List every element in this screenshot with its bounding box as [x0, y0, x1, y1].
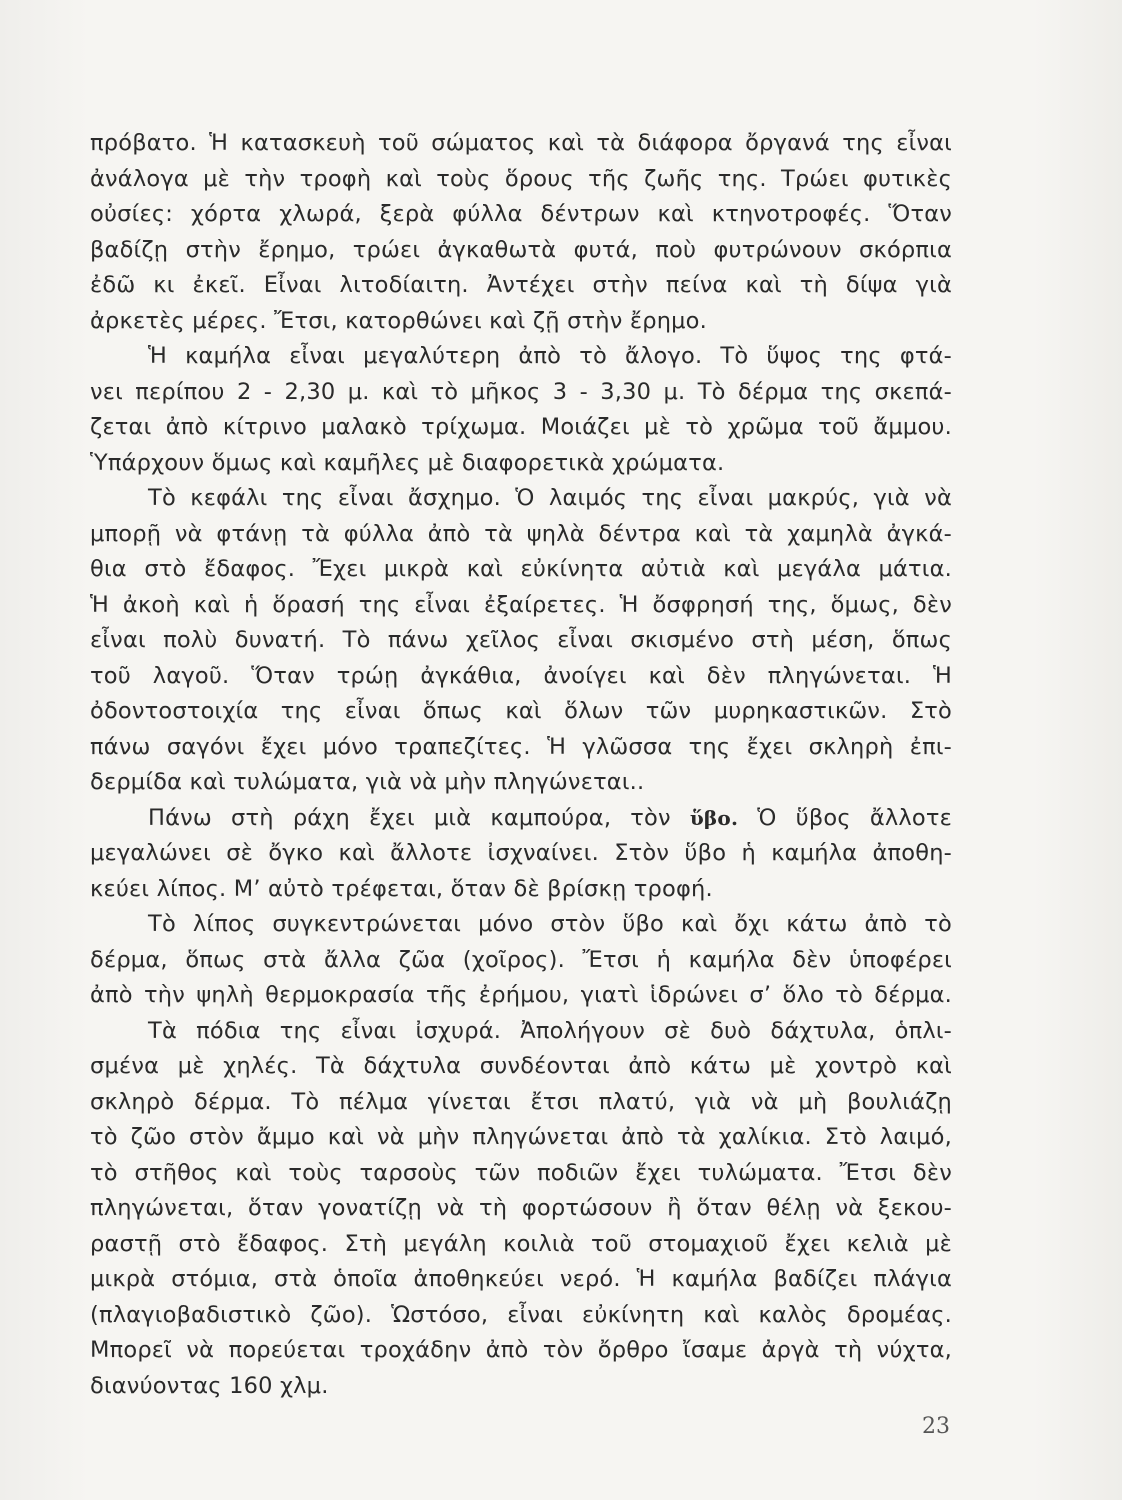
- bold-term: ὕβο.: [689, 805, 739, 830]
- text-line: Μπορεῖ νὰ πορεύεται τροχάδην ἀπὸ τὸν ὄρθρο ἴσαμε ἀργὰ τὴ νύχτα,: [90, 1337, 952, 1363]
- text-line: σκληρὸ δέρμα. Τὸ πέλμα γίνεται ἔτσι πλατύ, γιὰ νὰ μὴ βουλιάζῃ: [90, 1088, 952, 1115]
- text-line: ραστῇ στὸ ἔδαφος. Στὴ μεγάλη κοιλιὰ τοῦ στομαχιοῦ ἔχει κελιὰ μὲ: [90, 1230, 952, 1257]
- text-line: βαδίζῃ στὴν ἔρημο, τρώει ἀγκαθωτὰ φυτά, ποὺ φυτρώνουν σκόρπια: [90, 236, 952, 263]
- text-line: τοῦ λαγοῦ. Ὅταν τρώῃ ἀγκάθια, ἀνοίγει καὶ δὲν πληγώνεται. Ἡ: [90, 662, 952, 689]
- text-line: ἀνάλογα μὲ τὴν τροφὴ καὶ τοὺς ὅρους τῆς ζωῆς της. Τρώει φυτικὲς: [90, 165, 952, 192]
- text-line: μπορῇ νὰ φτάνῃ τὰ φύλλα ἀπὸ τὰ ψηλὰ δέντρα καὶ τὰ χαμηλὰ ἀγκά-: [90, 520, 952, 547]
- text-line: ἀπὸ τὴν ψηλὴ θερμοκρασία τῆς ἐρήμου, γιατὶ ἱδρώνει σ’ ὅλο τὸ δέρμα.: [90, 982, 952, 1008]
- text-line: ἀρκετὲς μέρες. Ἔτσι, κατορθώνει καὶ ζῇ στὴν ἔρημο.: [90, 307, 707, 334]
- text-segment: Ὁ ὕβος ἄλλοτε: [738, 804, 952, 831]
- text-line: πληγώνεται, ὅταν γονατίζῃ νὰ τὴ φορτώσουν ἢ ὅταν θέλῃ νὰ ξεκου-: [90, 1195, 952, 1221]
- body-text: [90, 126, 952, 1404]
- text-line: μεγαλώνει σὲ ὄγκο καὶ ἄλλοτε ἰσχναίνει. Στὸν ὕβο ἡ καμήλα ἀποθη-: [90, 840, 952, 866]
- text-line: τὸ ζῶο στὸν ἄμμο καὶ νὰ μὴν πληγώνεται ἀπὸ τὰ χαλίκια. Στὸ λαιμό,: [90, 1124, 952, 1150]
- text-line: σμένα μὲ χηλές. Τὰ δάχτυλα συνδέονται ἀπὸ κάτω μὲ χοντρὸ καὶ: [90, 1053, 952, 1079]
- text-line: πρόβατο. Ἡ κατασκευὴ τοῦ σώματος καὶ τὰ διάφορα ὄργανά της εἶναι: [90, 130, 952, 156]
- text-line: νει περίπου 2 - 2,30 μ. καὶ τὸ μῆκος 3 - 3,30 μ. Τὸ δέρμα της σκεπά-: [90, 378, 952, 405]
- text-line: ἐδῶ κι ἐκεῖ. Εἶναι λιτοδίαιτη. Ἀντέχει στὴν πείνα καὶ τὴ δίψα γιὰ: [90, 272, 952, 298]
- text-line: κεύει λίπος. Μ’ αὐτὸ τρέφεται, ὅταν δὲ βρίσκῃ τροφή.: [90, 875, 713, 902]
- text-segment: Πάνω στὴ ράχη ἔχει μιὰ καμπούρα, τὸν: [148, 804, 690, 831]
- text-line: πάνω σαγόνι ἔχει μόνο τραπεζίτες. Ἡ γλῶσσα της ἔχει σκληρὴ ἐπι-: [90, 733, 952, 760]
- text-line: Τὸ κεφάλι της εἶναι ἄσχημο. Ὁ λαιμός της εἶναι μακρύς, γιὰ νὰ: [148, 485, 952, 511]
- text-line: (πλαγιοβαδιστικὸ ζῶο). Ὡστόσο, εἶναι εὐκίνητη καὶ καλὸς δρομέας.: [90, 1301, 952, 1328]
- text-line: εἶναι πολὺ δυνατή. Τὸ πάνω χεῖλος εἶναι σκισμένο στὴ μέση, ὅπως: [90, 627, 952, 653]
- text-line: τὸ στῆθος καὶ τοὺς ταρσοὺς τῶν ποδιῶν ἔχει τυλώματα. Ἔτσι δὲν: [90, 1159, 952, 1186]
- text-line: Τὰ πόδια της εἶναι ἰσχυρά. Ἀπολήγουν σὲ δυὸ δάχτυλα, ὁπλι-: [148, 1017, 952, 1044]
- text-line: ὀδοντοστοιχία της εἶναι ὅπως καὶ ὅλων τῶν μυρηκαστικῶν. Στὸ: [90, 698, 952, 724]
- text-line: [90, 801, 952, 837]
- text-line: μικρὰ στόμια, στὰ ὁποῖα ἀποθηκεύει νερό. Ἡ καμήλα βαδίζει πλάγια: [90, 1266, 952, 1292]
- page-number: 23: [922, 1414, 950, 1439]
- text-line: θια στὸ ἔδαφος. Ἔχει μικρὰ καὶ εὐκίνητα αὐτιὰ καὶ μεγάλα μάτια.: [90, 556, 952, 582]
- text-line: Ὑπάρχουν ὅμως καὶ καμῆλες μὲ διαφορετικὰ χρώματα.: [90, 449, 725, 476]
- text-line: δερμίδα καὶ τυλώματα, γιὰ νὰ μὴν πληγώνεται..: [90, 769, 645, 795]
- text-line: ζεται ἀπὸ κίτρινο μαλακὸ τρίχωμα. Μοιάζει μὲ τὸ χρῶμα τοῦ ἄμμου.: [90, 414, 952, 440]
- text-line: Ἡ ἀκοὴ καὶ ἡ ὅρασή της εἶναι ἐξαίρετες. Ἡ ὄσφρησή της, ὅμως, δὲν: [90, 591, 952, 618]
- text-line: Τὸ λίπος συγκεντρώνεται μόνο στὸν ὕβο καὶ ὄχι κάτω ἀπὸ τὸ: [148, 911, 952, 937]
- text-line: Ἡ καμήλα εἶναι μεγαλύτερη ἀπὸ τὸ ἄλογο. Τὸ ὕψος της φτά-: [148, 343, 952, 369]
- text-line: διανύοντας 160 χλμ.: [90, 1372, 329, 1399]
- text-line: οὐσίες: χόρτα χλωρά, ξερὰ φύλλα δέντρων καὶ κτηνοτροφές. Ὅταν: [90, 201, 952, 227]
- text-line: δέρμα, ὅπως στὰ ἄλλα ζῶα (χοῖρος). Ἔτσι ἡ καμήλα δὲν ὑποφέρει: [90, 946, 952, 973]
